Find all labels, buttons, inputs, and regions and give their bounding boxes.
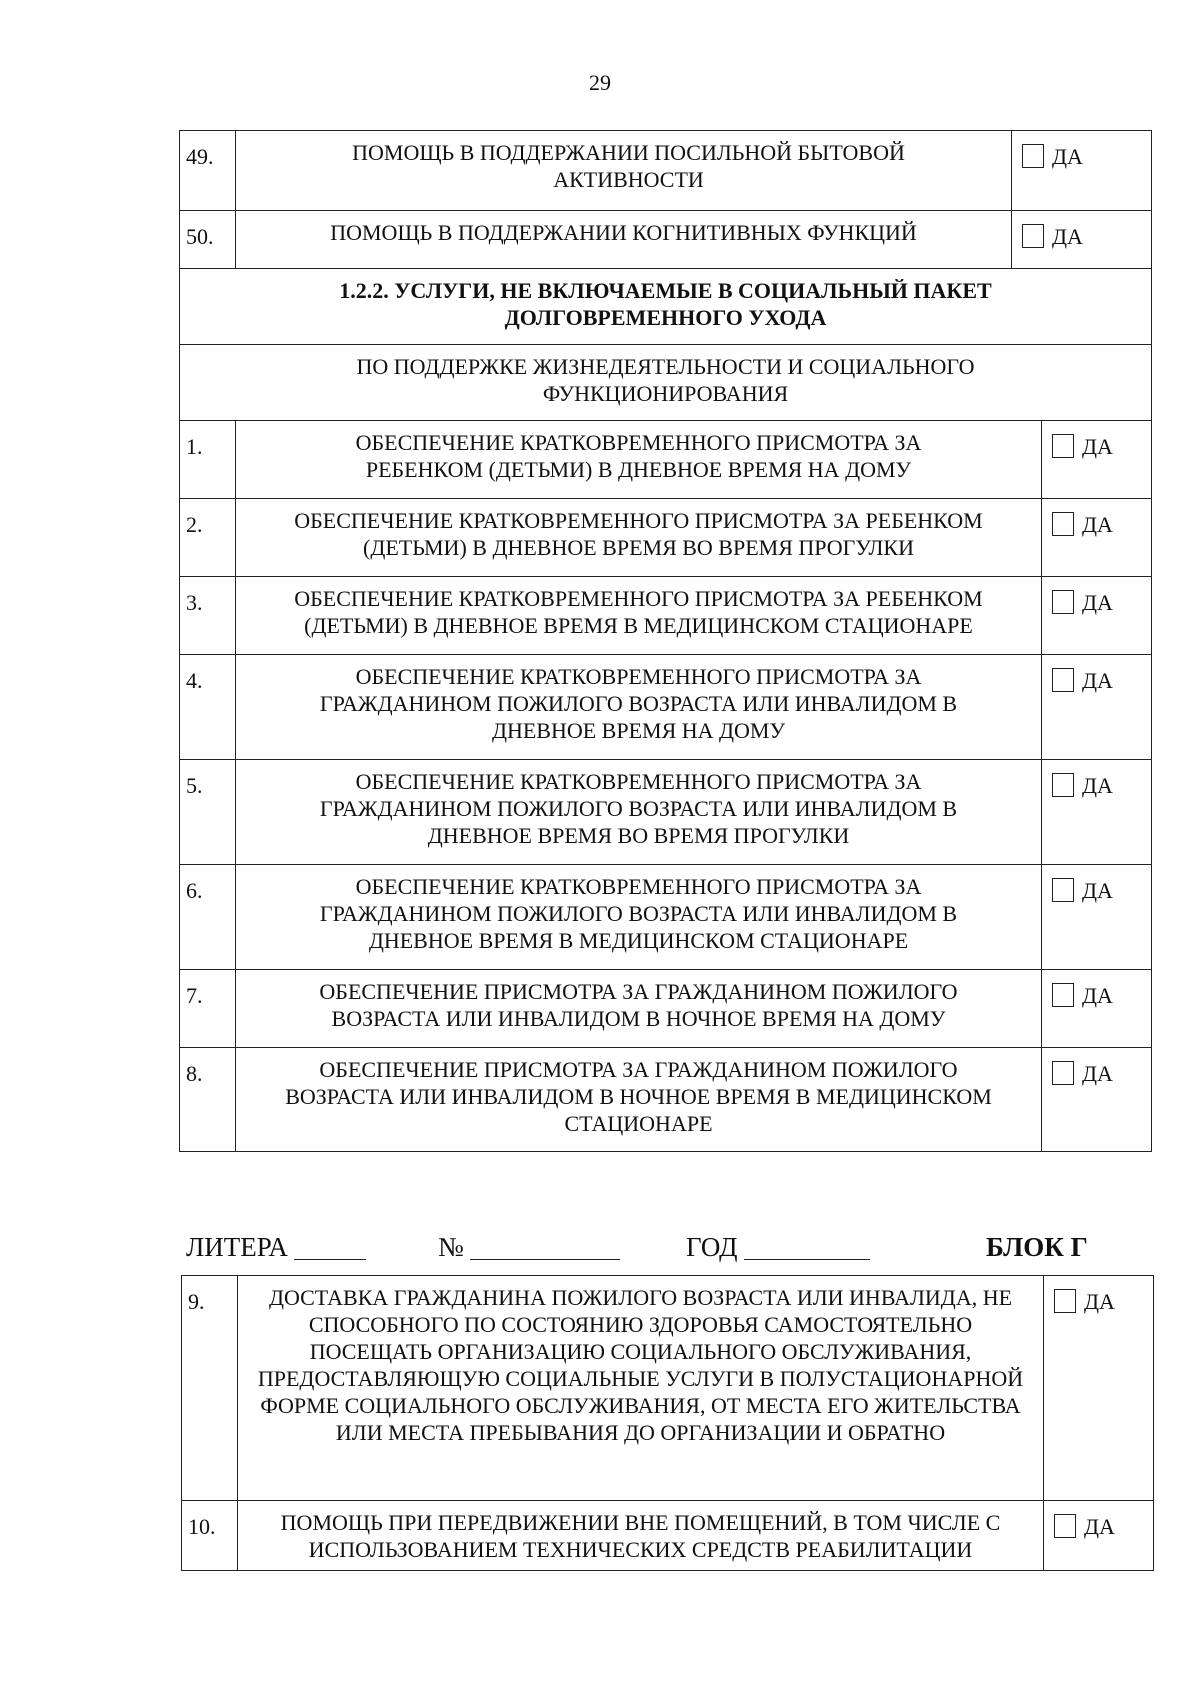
service-description: ОБЕСПЕЧЕНИЕ ПРИСМОТРА ЗА ГРАЖДАНИНОМ ПОЖИЛОГО ВОЗРАСТА ИЛИ ИНВАЛИДОМ В НОЧНОЕ ВРЕМЯ НА ДОМУ	[236, 970, 1042, 1048]
number-input-line[interactable]	[470, 1232, 620, 1260]
row-number: 1.	[180, 421, 236, 499]
table-row	[180, 865, 1152, 970]
yes-checkbox[interactable]	[1042, 655, 1152, 760]
year-label: ГОД	[686, 1232, 738, 1262]
checkbox-label: ДА	[1082, 590, 1113, 615]
table-row	[180, 499, 1152, 577]
row-number: 9.	[182, 1276, 238, 1501]
row-number: 49.	[180, 131, 236, 211]
row-number: 10.	[182, 1501, 238, 1571]
number-label: №	[438, 1232, 464, 1262]
service-description: ПОМОЩЬ В ПОДДЕРЖАНИИ ПОСИЛЬНОЙ БЫТОВОЙ АКТИВНОСТИ	[236, 131, 1012, 211]
row-number: 6.	[180, 865, 236, 970]
checkbox-label: ДА	[1052, 224, 1083, 249]
checkbox-square-icon[interactable]	[1054, 1289, 1076, 1313]
table-row	[180, 970, 1152, 1048]
subsection-heading-row	[180, 345, 1152, 421]
table-row	[180, 421, 1152, 499]
table-row	[182, 1276, 1154, 1501]
yes-checkbox[interactable]	[1042, 865, 1152, 970]
service-description: ДОСТАВКА ГРАЖДАНИНА ПОЖИЛОГО ВОЗРАСТА ИЛИ ИНВАЛИДА, НЕ СПОСОБНОГО ПО СОСТОЯНИЮ ЗДОРОВЬЯ САМОСТОЯТЕЛЬНО ПОСЕЩАТЬ ОРГАНИЗАЦИЮ СОЦИАЛЬНОГО ОБСЛУЖИВАНИЯ, ПРЕДОСТАВЛЯЮЩУЮ СОЦИАЛЬНЫЕ УСЛУГИ В ПОЛУСТАЦИОНАРНОЙ ФОРМЕ СОЦИАЛЬНОГО ОБСЛУЖИВАНИЯ, ОТ МЕСТА ЕГО ЖИТЕЛЬСТВА ИЛИ МЕСТА ПРЕБЫВАНИЯ ДО ОРГАНИЗАЦИИ И ОБРАТНО	[238, 1276, 1044, 1501]
services-table-top	[179, 130, 1152, 421]
number-field	[438, 1232, 464, 1263]
checkbox-square-icon[interactable]	[1022, 144, 1044, 168]
checkbox-square-icon[interactable]	[1052, 668, 1074, 692]
table-row	[180, 1048, 1152, 1152]
row-number: 8.	[180, 1048, 236, 1152]
yes-checkbox[interactable]	[1042, 421, 1152, 499]
yes-checkbox[interactable]	[1042, 970, 1152, 1048]
service-description: ОБЕСПЕЧЕНИЕ КРАТКОВРЕМЕННОГО ПРИСМОТРА ЗА РЕБЕНКОМ (ДЕТЬМИ) В ДНЕВНОЕ ВРЕМЯ ВО ВРЕМЯ ПРОГУЛКИ	[236, 499, 1042, 577]
table-row	[180, 577, 1152, 655]
yes-checkbox[interactable]	[1042, 577, 1152, 655]
table-row	[180, 131, 1152, 211]
checkbox-label: ДА	[1082, 512, 1113, 537]
section-heading-row	[180, 269, 1152, 345]
yes-checkbox[interactable]	[1042, 499, 1152, 577]
service-description: ОБЕСПЕЧЕНИЕ КРАТКОВРЕМЕННОГО ПРИСМОТРА ЗА ГРАЖДАНИНОМ ПОЖИЛОГО ВОЗРАСТА ИЛИ ИНВАЛИДОМ В ДНЕВНОЕ ВРЕМЯ НА ДОМУ	[236, 655, 1042, 760]
subsection-heading: ПО ПОДДЕРЖКЕ ЖИЗНЕДЕЯТЕЛЬНОСТИ И СОЦИАЛЬНОГО ФУНКЦИОНИРОВАНИЯ	[180, 345, 1152, 421]
row-number: 3.	[180, 577, 236, 655]
row-number: 4.	[180, 655, 236, 760]
checkbox-square-icon[interactable]	[1052, 983, 1074, 1007]
checkbox-label: ДА	[1084, 1514, 1115, 1539]
table-row	[180, 211, 1152, 269]
table-row	[182, 1501, 1154, 1571]
checkbox-square-icon[interactable]	[1052, 1061, 1074, 1085]
service-description: ПОМОЩЬ ПРИ ПЕРЕДВИЖЕНИИ ВНЕ ПОМЕЩЕНИЙ, В ТОМ ЧИСЛЕ С ИСПОЛЬЗОВАНИЕМ ТЕХНИЧЕСКИХ СРЕДСТВ РЕАБИЛИТАЦИИ	[238, 1501, 1044, 1571]
table-row	[180, 655, 1152, 760]
row-number: 7.	[180, 970, 236, 1048]
yes-checkbox[interactable]	[1044, 1501, 1154, 1571]
services-table-top-continued	[179, 420, 1152, 1152]
yes-checkbox[interactable]	[1042, 760, 1152, 865]
year-input-line[interactable]	[744, 1232, 870, 1260]
checkbox-square-icon[interactable]	[1054, 1514, 1076, 1538]
yes-checkbox[interactable]	[1044, 1276, 1154, 1501]
checkbox-square-icon[interactable]	[1052, 434, 1074, 458]
block-footer	[186, 1232, 1148, 1268]
checkbox-square-icon[interactable]	[1052, 512, 1074, 536]
checkbox-label: ДА	[1084, 1289, 1115, 1314]
row-number: 5.	[180, 760, 236, 865]
table-row	[180, 760, 1152, 865]
service-description: ОБЕСПЕЧЕНИЕ КРАТКОВРЕМЕННОГО ПРИСМОТРА ЗА РЕБЕНКОМ (ДЕТЬМИ) В ДНЕВНОЕ ВРЕМЯ НА ДОМУ	[236, 421, 1042, 499]
row-number: 2.	[180, 499, 236, 577]
service-description: ОБЕСПЕЧЕНИЕ КРАТКОВРЕМЕННОГО ПРИСМОТРА ЗА ГРАЖДАНИНОМ ПОЖИЛОГО ВОЗРАСТА ИЛИ ИНВАЛИДОМ В ДНЕВНОЕ ВРЕМЯ В МЕДИЦИНСКОМ СТАЦИОНАРЕ	[236, 865, 1042, 970]
litera-label: ЛИТЕРА	[186, 1232, 288, 1262]
checkbox-label: ДА	[1082, 434, 1113, 459]
checkbox-label: ДА	[1052, 144, 1083, 169]
page-number: 29	[589, 70, 611, 95]
service-description: ОБЕСПЕЧЕНИЕ ПРИСМОТРА ЗА ГРАЖДАНИНОМ ПОЖИЛОГО ВОЗРАСТА ИЛИ ИНВАЛИДОМ В НОЧНОЕ ВРЕМЯ В МЕДИЦИНСКОМ СТАЦИОНАРЕ	[236, 1048, 1042, 1152]
litera-field	[186, 1232, 288, 1263]
yes-checkbox[interactable]	[1012, 131, 1152, 211]
block-title: БЛОК Г	[986, 1232, 1088, 1262]
yes-checkbox[interactable]	[1012, 211, 1152, 269]
service-description: ОБЕСПЕЧЕНИЕ КРАТКОВРЕМЕННОГО ПРИСМОТРА ЗА РЕБЕНКОМ (ДЕТЬМИ) В ДНЕВНОЕ ВРЕМЯ В МЕДИЦИНСКОМ СТАЦИОНАРЕ	[236, 577, 1042, 655]
section-heading: 1.2.2. УСЛУГИ, НЕ ВКЛЮЧАЕМЫЕ В СОЦИАЛЬНЫЙ ПАКЕТ ДОЛГОВРЕМЕННОГО УХОДА	[180, 269, 1152, 345]
yes-checkbox[interactable]	[1042, 1048, 1152, 1152]
checkbox-label: ДА	[1082, 668, 1113, 693]
checkbox-square-icon[interactable]	[1052, 773, 1074, 797]
checkbox-label: ДА	[1082, 983, 1113, 1008]
service-description: ОБЕСПЕЧЕНИЕ КРАТКОВРЕМЕННОГО ПРИСМОТРА ЗА ГРАЖДАНИНОМ ПОЖИЛОГО ВОЗРАСТА ИЛИ ИНВАЛИДОМ В ДНЕВНОЕ ВРЕМЯ ВО ВРЕМЯ ПРОГУЛКИ	[236, 760, 1042, 865]
services-table-bottom	[181, 1275, 1154, 1571]
checkbox-label: ДА	[1082, 773, 1113, 798]
year-field	[686, 1232, 738, 1263]
checkbox-square-icon[interactable]	[1022, 224, 1044, 248]
checkbox-label: ДА	[1082, 878, 1113, 903]
checkbox-label: ДА	[1082, 1061, 1113, 1086]
checkbox-square-icon[interactable]	[1052, 878, 1074, 902]
row-number: 50.	[180, 211, 236, 269]
checkbox-square-icon[interactable]	[1052, 590, 1074, 614]
litera-input-line[interactable]	[294, 1232, 366, 1260]
service-description: ПОМОЩЬ В ПОДДЕРЖАНИИ КОГНИТИВНЫХ ФУНКЦИЙ	[236, 211, 1012, 269]
